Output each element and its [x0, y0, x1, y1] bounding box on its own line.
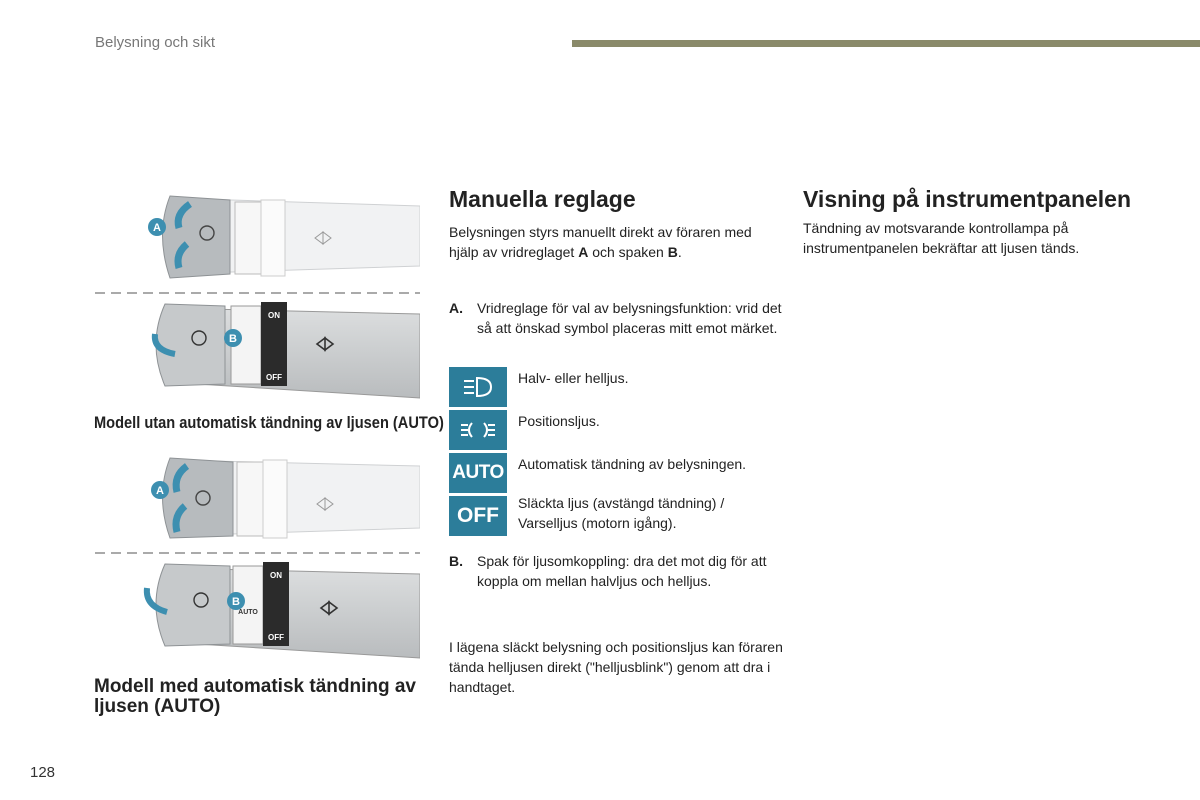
flash-note: I lägena släckt belysning och positionsljus kan föraren tända helljusen direkt ("helljusblink") genom att dra i handtaget. — [449, 639, 783, 695]
header-rule — [572, 40, 1200, 47]
switch-on-label: ON — [270, 571, 282, 580]
page-number: 128 — [30, 764, 56, 781]
symbol-row — [449, 367, 784, 410]
switch-auto-label: AUTO — [238, 609, 258, 616]
symbol-text: Halv- eller helljus. — [518, 370, 629, 386]
off-icon-text: OFF — [457, 504, 499, 527]
switch-off-label: OFF — [266, 373, 282, 382]
symbol-text: Släckta ljus (avstängd tändning) / Varselljus (motorn igång). — [518, 495, 725, 531]
stalk-main — [156, 302, 420, 398]
callout-a-label: A — [153, 222, 161, 234]
off-icon — [449, 496, 507, 536]
stalk-illustration-manual — [95, 186, 420, 411]
caption-without-auto: Modell utan automatisk tändning av ljusen (AUTO) — [94, 413, 444, 432]
symbol-row — [449, 410, 784, 453]
item-a-text: Vridreglage för val av belysningsfunktion: vrid det så att önskad symbol placeras mitt emot märket. — [477, 300, 782, 336]
item-b-label: B. — [449, 553, 463, 569]
callout-b-label: B — [232, 596, 240, 608]
running-header: Belysning och sikt — [95, 34, 216, 51]
item-a-label: A. — [449, 300, 463, 316]
item-a — [449, 298, 784, 338]
section-title-manual: Manuella reglage — [449, 186, 636, 212]
switch-off-label: OFF — [268, 633, 284, 642]
auto-icon — [449, 453, 507, 493]
symbol-text: Automatisk tändning av belysningen. — [518, 456, 747, 472]
stalk-ghost-top — [163, 458, 421, 538]
item-b — [449, 551, 784, 591]
stalk-main — [156, 562, 420, 658]
callout-b-label: B — [229, 333, 237, 345]
switch-on-label: ON — [268, 311, 280, 320]
manual-intro: Belysningen styrs manuellt direkt av föraren med hjälp av vridreglaget A och spaken B. — [449, 224, 752, 260]
instrument-text: Tändning av motsvarande kontrollampa på instrumentpanelen bekräftar att ljusen tänds. — [803, 220, 1080, 256]
section-title-instrument: Visning på instrumentpanelen — [803, 186, 1132, 212]
stalk-illustration-auto — [95, 452, 420, 664]
symbol-list — [449, 367, 784, 546]
symbol-row — [449, 453, 784, 496]
callout-a-label: A — [156, 485, 164, 497]
headlamp-icon — [449, 367, 507, 407]
instrument-panel-section — [803, 186, 1143, 258]
stalk-ghost-top — [163, 196, 421, 278]
symbol-row — [449, 496, 784, 546]
auto-icon-text: AUTO — [452, 462, 504, 483]
manual-controls-section — [449, 186, 784, 695]
caption-with-auto: Modell med automatisk tändning av ljusen (AUTO) — [94, 676, 416, 717]
item-b-text: Spak för ljusomkoppling: dra det mot dig för att koppla om mellan halvljus och helljus. — [477, 553, 767, 589]
symbol-text: Positionsljus. — [518, 413, 600, 429]
position-lamp-icon — [449, 410, 507, 450]
